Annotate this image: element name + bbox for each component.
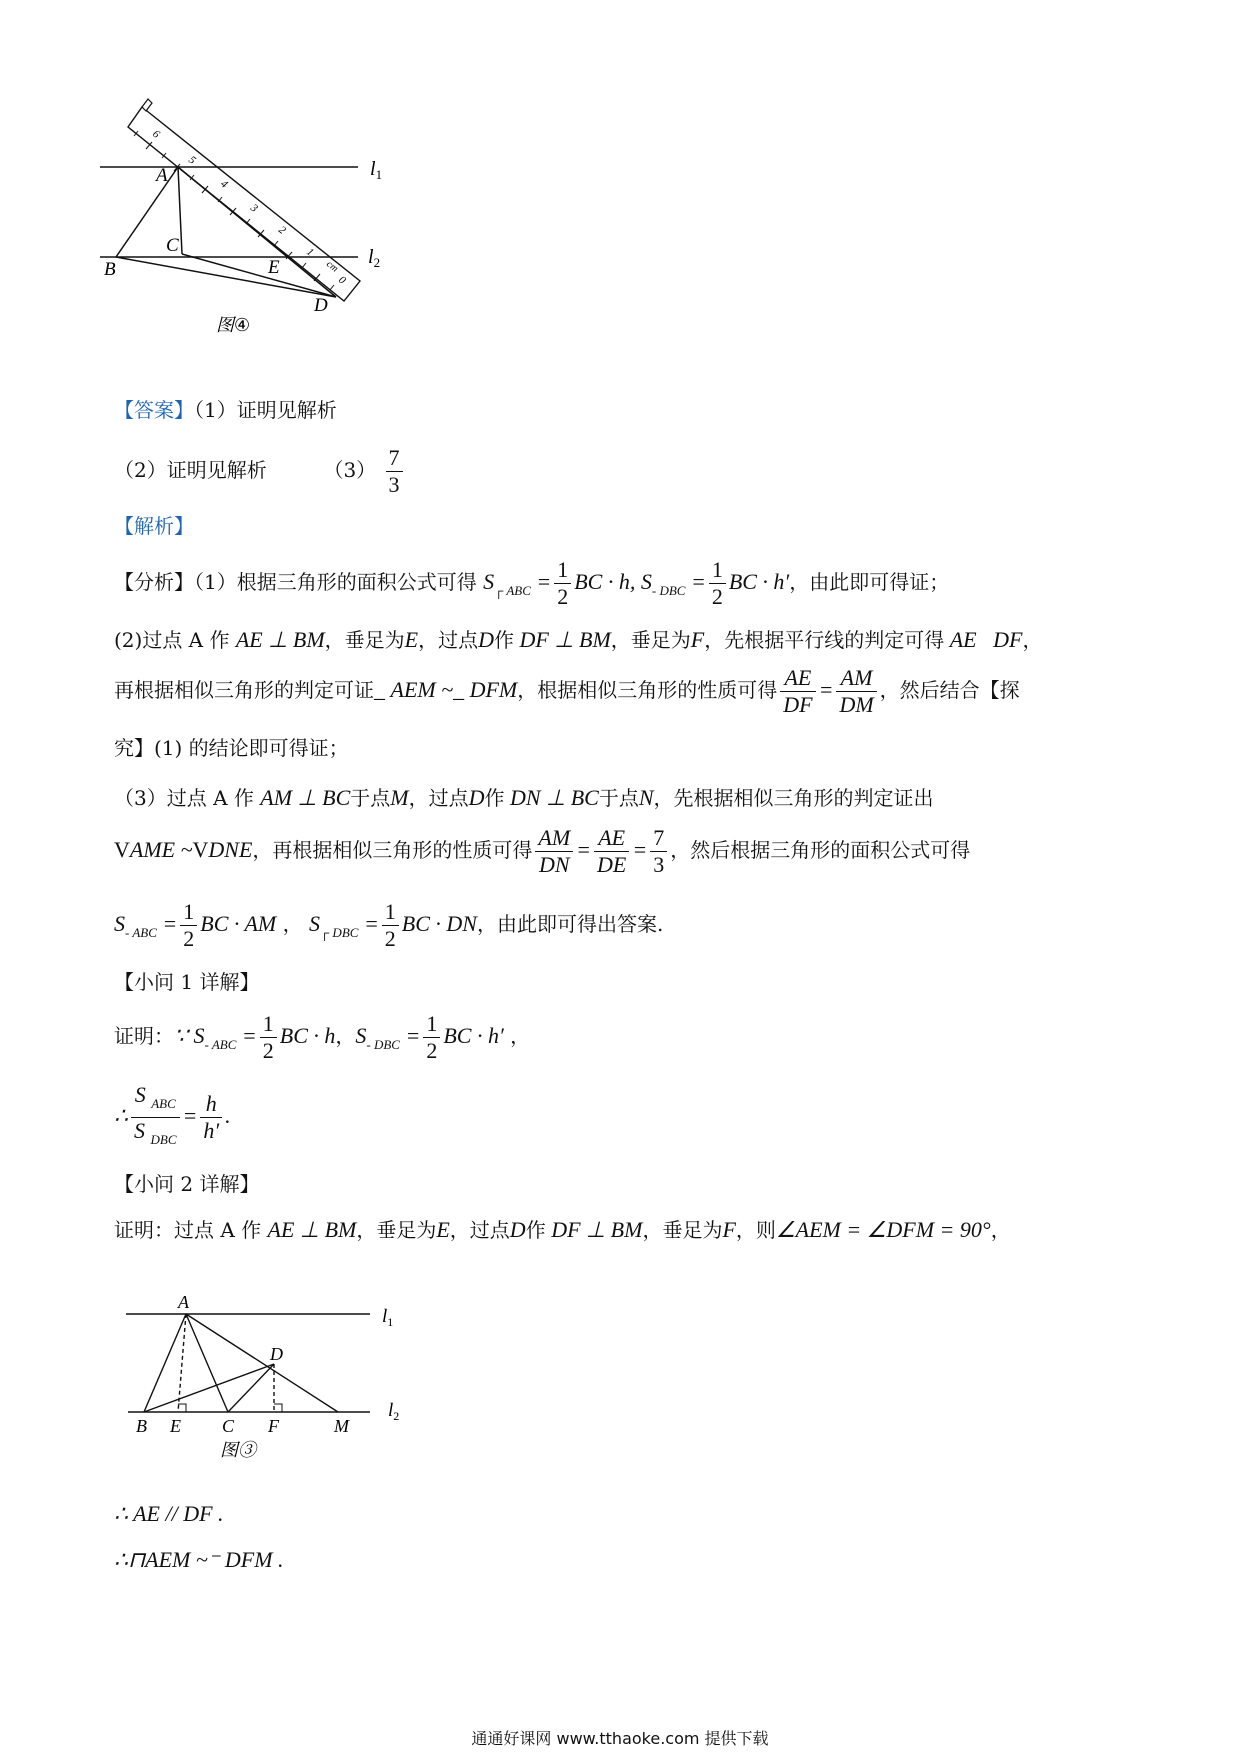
fenxi-line-2: (2)过点 A 作 AE ⊥ BM，垂足为E，过点D作 DF ⊥ BM，垂足为F，先根据平行线的判定可得 AE DF， bbox=[114, 627, 1043, 652]
page-footer: 通通好课网 www.tthaoke.com 提供下载 bbox=[471, 1729, 769, 1748]
fenxi-line-1: 【分析】（1）根据三角形的面积公式可得 $S_{┌ ABC}$ = $\frac{1}{2}$ BC · h, $S_{- DBC}$ = $\frac{1}{2}$ BC · h′，由此即可得证； bbox=[114, 557, 950, 609]
q2-text: ，垂足为 bbox=[356, 1218, 437, 1242]
q2-text: ，垂足为 bbox=[642, 1218, 723, 1242]
ruler-tick-5: 5 bbox=[186, 153, 198, 167]
fenxi-line-3: 再根据相似三角形的判定可证_ AEM ~_ DFM，根据相似三角形的性质可得 $\frac{AE}{DF}$ = $\frac{AM}{DM}$ ，然后结合【探 bbox=[114, 665, 1020, 717]
point-F: F bbox=[268, 1416, 279, 1436]
fenxi-line-5: （3）过点 A 作 AM ⊥ BC于点M，过点D作 DN ⊥ BC于点N，先根据相似三角形的判定证出 bbox=[114, 785, 934, 810]
point-A: A bbox=[156, 165, 168, 186]
figure-3 bbox=[120, 1286, 420, 1466]
fenxi-text: （1）根据三角形的面积公式可得 bbox=[194, 570, 477, 594]
fenxi-text: ，过点 bbox=[408, 786, 469, 810]
fenxi-text: ，先根据平行线的判定可得 bbox=[704, 628, 945, 652]
point-E: E bbox=[268, 257, 280, 278]
ruler-tick-3: 3 bbox=[248, 201, 260, 215]
fenxi-text: 作 bbox=[494, 628, 515, 652]
answer-part-1: （1）证明见解析 bbox=[194, 398, 337, 422]
answer-line-2 bbox=[114, 440, 406, 500]
figure-4 bbox=[100, 95, 420, 365]
q2-text: 证明：过点 A 作 bbox=[114, 1218, 262, 1242]
fenxi-text: 作 bbox=[484, 786, 505, 810]
fenxi-label: 【分析】 bbox=[114, 570, 194, 594]
figure-4-caption: 图④ bbox=[216, 315, 251, 336]
q1-label: 【小问 1 详解】 bbox=[114, 970, 260, 994]
formula-area-abc: $S_{┌ ABC}$ = bbox=[483, 569, 552, 598]
point-B: B bbox=[104, 259, 116, 280]
q2-text: 作 bbox=[525, 1218, 546, 1242]
fenxi-text: ，由此即可得出答案. bbox=[476, 912, 664, 936]
fenxi-text: ，由此即可得证； bbox=[789, 570, 950, 594]
fenxi-text: ，先根据相似三角形的判定证出 bbox=[653, 786, 934, 810]
answer-part-3-fraction: $\frac{7}{3}$ bbox=[386, 445, 403, 498]
fenxi-text: 再根据相似三角形的判定可证 bbox=[114, 678, 374, 702]
fenxi-line-6: VAME ~VDNE，再根据相似三角形的性质可得 $\frac{AM}{DN}$ = $\frac{AE}{DE}$ = $\frac{7}{3}$ ，然后根据三角形的面积公式可得 bbox=[114, 825, 971, 877]
fenxi-line-4: 究】(1) 的结论即可得证； bbox=[114, 736, 349, 760]
fenxi-text: ，然后结合【探 bbox=[879, 678, 1020, 702]
conclusion-similar: ∴⊓AEM ~⁻ DFM . bbox=[114, 1547, 284, 1572]
fenxi-line-7: $S_{- ABC}$ = $\frac{1}{2}$ BC · AM ， $S_{┌ DBC}$ = $\frac{1}{2}$ BC · DN，由此即可得出答案. bbox=[114, 899, 664, 951]
fenxi-text: ，再根据相似三角形的性质可得 bbox=[252, 838, 533, 862]
q2-proof-line: 证明：过点 A 作 AE ⊥ BM，垂足为E，过点D作 DF ⊥ BM，垂足为F，则∠AEM = ∠DFM = 90°， bbox=[114, 1217, 1011, 1242]
q1-conclusion: ∴ $\frac{S _{ABC}}{S _{DBC}}$ = $\frac{h}{h'}$ . bbox=[114, 1082, 231, 1147]
q1-comma: ， bbox=[335, 1024, 356, 1048]
fenxi-text: ，然后根据三角形的面积公式可得 bbox=[670, 838, 971, 862]
fenxi-text: ，根据相似三角形的性质可得 bbox=[517, 678, 778, 702]
fenxi-text: ，过点 bbox=[418, 628, 479, 652]
fenxi-text: ，垂足为 bbox=[610, 628, 691, 652]
answer-part-3-prefix: （3） bbox=[323, 458, 377, 482]
label-l1: $l_1$ bbox=[382, 1306, 394, 1329]
q1-proof-line: 证明：∵ $S_{- ABC}$ = $\frac{1}{2}$ BC · h，$S_{- DBC}$ = $\frac{1}{2}$ BC · h′ ， bbox=[114, 1011, 531, 1063]
conclusion-parallel: ∴ AE // DF . bbox=[114, 1501, 224, 1526]
point-C: C bbox=[222, 1416, 235, 1436]
analysis-label: 【解析】 bbox=[114, 514, 194, 538]
q2-text: ，则 bbox=[735, 1218, 776, 1242]
point-B: B bbox=[136, 1416, 147, 1436]
fenxi-text: 于点 bbox=[598, 786, 639, 810]
label-l2: $l_2$ bbox=[368, 246, 381, 270]
answer-label: 【答案】 bbox=[114, 398, 194, 422]
label-l2: $l_2$ bbox=[388, 1400, 400, 1423]
q2-label: 【小问 2 详解】 bbox=[114, 1172, 260, 1196]
q2-text: ，过点 bbox=[449, 1218, 510, 1242]
ruler-tick-0: 0 bbox=[336, 273, 348, 287]
ruler-tick-6: 6 bbox=[150, 127, 162, 141]
point-E: E bbox=[170, 1416, 181, 1436]
fenxi-text: ，垂足为 bbox=[324, 628, 405, 652]
point-M: M bbox=[334, 1416, 349, 1436]
point-C: C bbox=[166, 235, 179, 256]
point-A: A bbox=[178, 1292, 189, 1312]
ruler-unit: cm bbox=[324, 258, 341, 275]
fenxi-text: 于点 bbox=[350, 786, 391, 810]
point-D: D bbox=[314, 295, 328, 316]
figure-3-caption: 图③ bbox=[220, 1440, 256, 1460]
ruler-tick-4: 4 bbox=[218, 177, 230, 191]
fenxi-text: (2)过点 A 作 bbox=[114, 628, 230, 652]
fenxi-text: （3）过点 A 作 bbox=[114, 786, 254, 810]
label-l1: $l_1$ bbox=[370, 158, 383, 182]
ruler-tick-2: 2 bbox=[276, 223, 288, 237]
point-D: D bbox=[270, 1344, 283, 1364]
answer-line-1 bbox=[114, 396, 337, 424]
answer-part-2: （2）证明见解析 bbox=[114, 458, 267, 482]
q1-proof-label: 证明： bbox=[114, 1024, 174, 1048]
ruler-tick-1: 1 bbox=[304, 245, 316, 259]
